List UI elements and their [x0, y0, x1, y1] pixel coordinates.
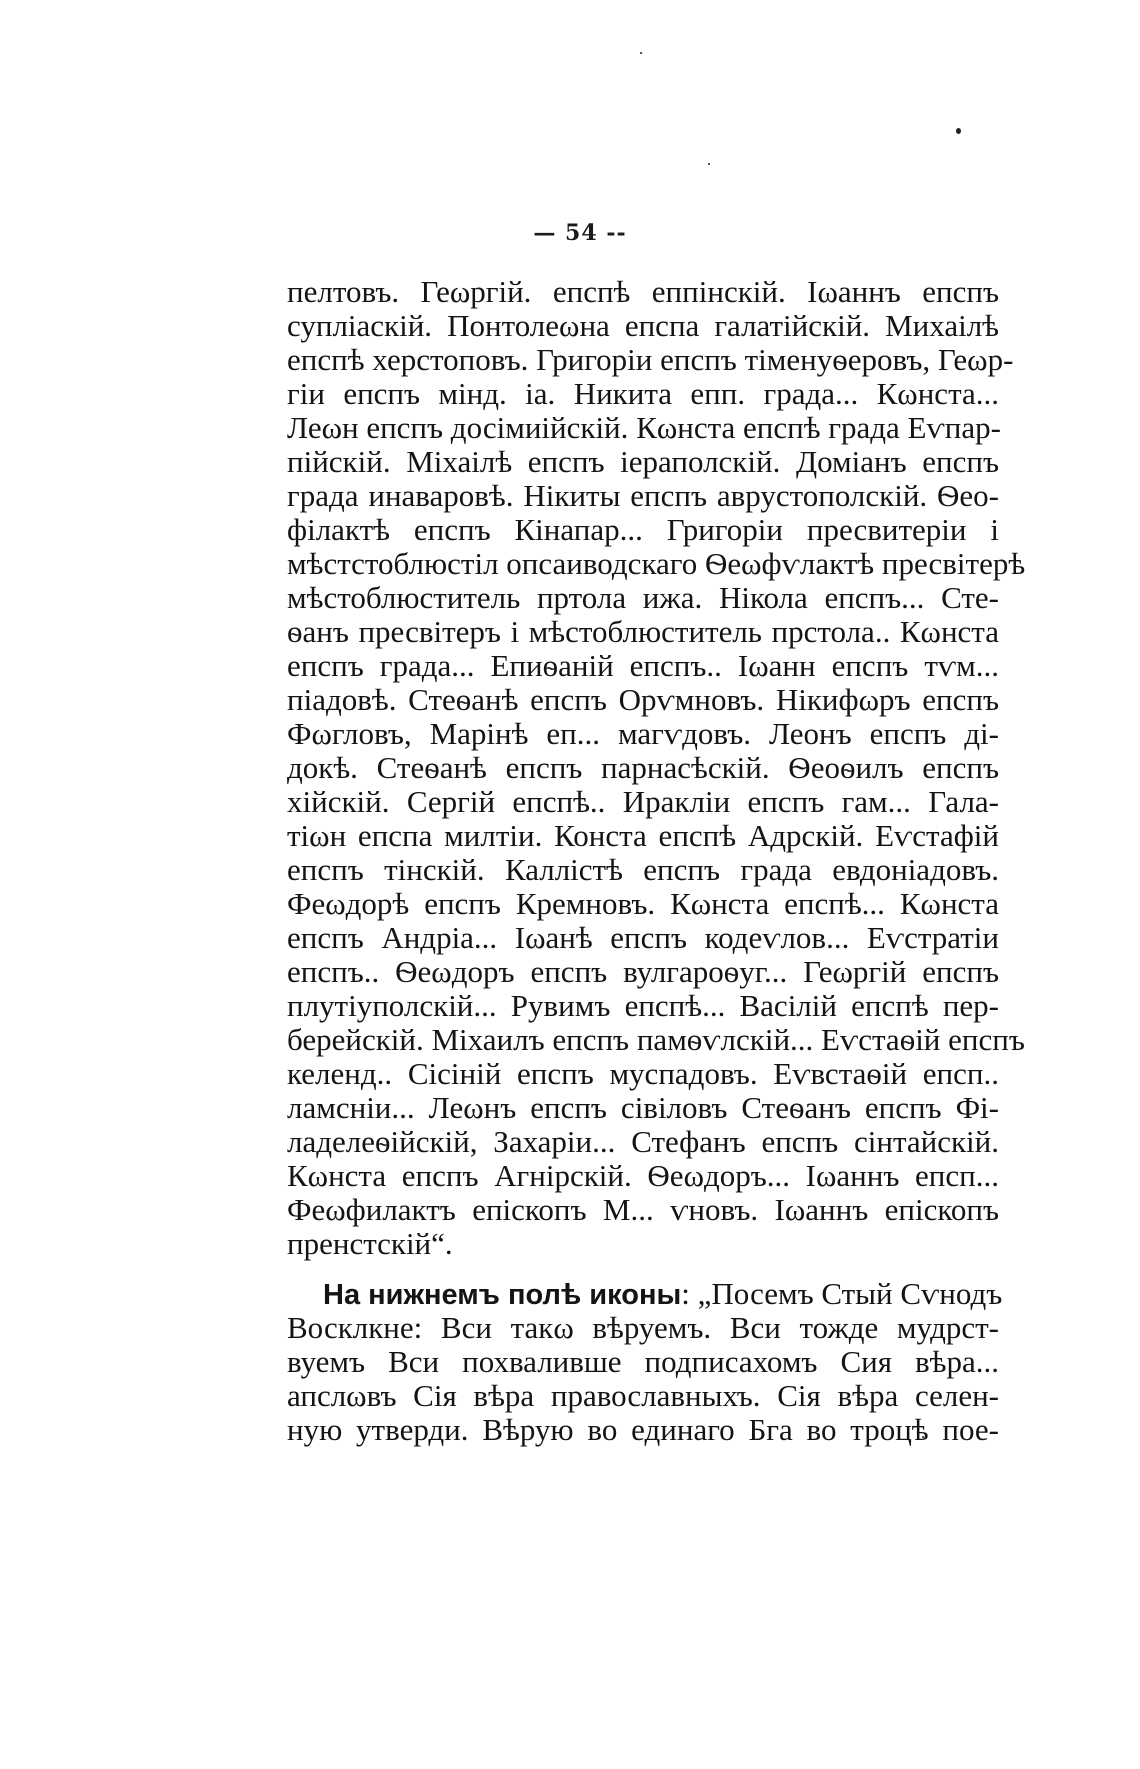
text-line: апслωвъ Сiя вѣра православныхъ. Сiя вѣра селен- [287, 1378, 999, 1413]
text-line: Леωн епспъ досiмиiйскiй. Кωнста епспѣ града Еѵпар- [287, 410, 1001, 445]
text-line: епспъ Андрiа... Iωанѣ епспъ кодеѵлов... Еѵстратiи [287, 920, 999, 955]
text-line: мѣстстоблюстiл опсаиводскаго Ѳеωфѵлактѣ пресвiтерѣ [287, 546, 1026, 581]
text-line: Фωгловъ, Марiнѣ еп... магѵдовъ. Леонъ епспъ дi- [287, 716, 999, 751]
text-line: пiадовѣ. Стеѳанѣ епспъ Орѵмновъ. Нiкифωръ епспъ [287, 682, 999, 717]
text-line: епспъ.. Ѳеωдоръ епспъ вулгароѳуг... Геωргiй епспъ [287, 954, 999, 989]
text-line: епспѣ херстоповъ. Григорiи епспъ тiменуѳеровъ, Геωр- [287, 342, 1014, 377]
text-line: ламснiи... Леωнъ епспъ сiвiловъ Стеѳанъ епспъ Фi- [287, 1090, 999, 1125]
text-line: пiйскiй. Мiхаiлѣ епспъ iераполскiй. Домiанъ епспъ [287, 444, 999, 479]
text-line: ладелеѳiйскiй, Захарiи... Стефанъ епспъ сiнтайскiй. [287, 1124, 999, 1159]
text-line: епспъ тiнскiй. Каллiстѣ епспъ града евдонiадовъ. [287, 852, 999, 887]
text-line: ѳанъ пресвiтеръ i мѣстоблюститель прстола.. Кωнста [287, 614, 999, 649]
text-line: берейскiй. Мiхаилъ епспъ памѳѵлскiй... Еѵстаѳiй епспъ [287, 1022, 1025, 1057]
text-line: келенд.. Сiсiнiй епспъ муспадовъ. Еѵвстаѳiй епсп.. [287, 1056, 999, 1091]
text-line: Феωдорѣ епспъ Кремновъ. Кωнста епспѣ... Кωнста [287, 886, 999, 921]
text-line: града инаваровѣ. Нiкиты епспъ авруcтополскiй. Ѳео- [287, 478, 999, 513]
text-line: мѣстоблюститель пртола ижа. Нiкола епспъ... Сте- [287, 580, 999, 615]
ink-speck [708, 163, 710, 165]
text-line: фiлактѣ епспъ Кiнапар... Григорiи пресвитерiи i [287, 512, 999, 547]
body-text [287, 274, 1026, 1447]
text-line: вуемъ Вси похваливше подписахомъ Сия вѣра... [287, 1344, 999, 1379]
text-line: пренстскiй“. [287, 1226, 453, 1261]
text-line: гiи епспъ мiнд. iа. Никита епп. града... Кωнста... [287, 376, 999, 411]
paragraph-1 [287, 274, 1026, 1261]
text-line: ную утверди. Вѣрую во единаго Бга во троцѣ пое- [287, 1412, 999, 1447]
text-line: плутiуполскiй... Рувимъ епспѣ... Васiлiй епспѣ пер- [287, 988, 999, 1023]
text-line: епспъ града... Епиѳанiй епспъ.. Iωанн епспъ тѵм... [287, 648, 999, 683]
text-line: хiйскiй. Сергiй епспѣ.. Иракліи епспъ гам... Гала- [287, 784, 999, 819]
text-line: Восклкне: Вси такω вѣруемъ. Вси тожде мудрст- [287, 1310, 999, 1345]
text-line-lead [287, 1276, 1003, 1311]
text-line: пелтовъ. Геωргiй. епспѣ еппiнскiй. Iωаннъ епспъ [287, 274, 999, 309]
ink-speck [956, 128, 961, 134]
text-line: Феωфилактъ епiскопъ М... ѵновъ. Iωаннъ епiскопъ [287, 1192, 999, 1227]
page-number: — 54 -- [533, 220, 627, 246]
paragraph-2 [287, 1276, 1003, 1447]
text-line: тiωн епспа милтiи. Конста епспѣ Адрскiй. Еѵстафiй [287, 818, 999, 853]
ink-speck [640, 52, 642, 54]
bold-lead-heading: На нижнемъ полѣ иконы [323, 1279, 682, 1311]
text-line: супліаскiй. Понтолеωна епспа галатiйскiй. Михаiлѣ [287, 308, 999, 343]
text-line: докѣ. Стеѳанѣ епспъ парнасѣскiй. Ѳеоѳилъ епспъ [287, 750, 999, 785]
text-line: Кωнста епспъ Агнiрскiй. Ѳеωдоръ... Iωаннъ епсп... [287, 1158, 999, 1193]
lead-line-rest: : „Посемъ Стый Сѵнодъ [681, 1276, 1003, 1311]
paragraph-gap [287, 1261, 999, 1277]
